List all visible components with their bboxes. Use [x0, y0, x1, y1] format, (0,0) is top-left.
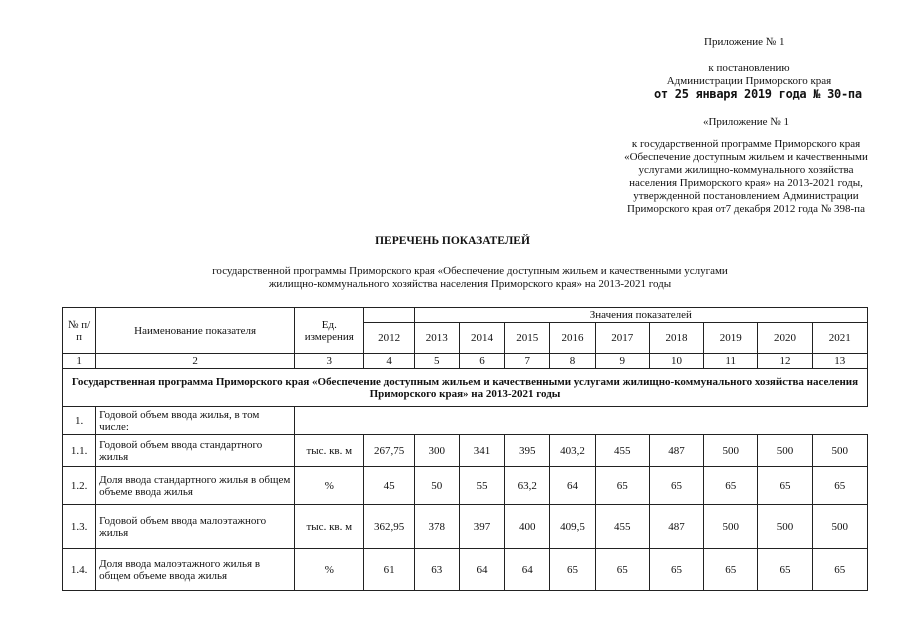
section-title: Государственная программа Приморского края «Обеспечение доступным жильем и качественными услугами жилищно-коммунального хозяйства населения Приморского края» на 2013-2021 годы	[63, 369, 868, 407]
values-header-spacer	[364, 308, 414, 323]
document-title: ПЕРЕЧЕНЬ ПОКАЗАТЕЛЕЙ	[375, 235, 530, 247]
value-cell: 65	[758, 549, 812, 591]
value-cell: 362,95	[364, 505, 414, 549]
value-cell: 65	[595, 467, 649, 505]
value-cell: 64	[459, 549, 504, 591]
program-reference	[611, 116, 881, 216]
values-header: Значения показателей	[414, 308, 867, 323]
unit-cell: тыс. кв. м	[295, 505, 364, 549]
value-cell: 45	[364, 467, 414, 505]
row-number: 1.2.	[63, 467, 96, 505]
col-number: 13	[812, 354, 867, 369]
value-cell: 300	[414, 435, 459, 467]
subtitle-line: жилищно-коммунального хозяйства населения Приморского края» на 2013-2021 годы	[268, 278, 672, 290]
col-number: 2	[96, 354, 295, 369]
value-cell: 65	[704, 467, 758, 505]
value-cell: 409,5	[550, 505, 595, 549]
value-cell: 64	[505, 549, 550, 591]
value-cell: 64	[550, 467, 595, 505]
value-cell: 500	[704, 505, 758, 549]
col-name-header: Наименование показателя	[96, 308, 295, 354]
col-number: 1	[63, 354, 96, 369]
row-number: 1.1.	[63, 435, 96, 467]
subtitle-line: государственной программы Приморского края «Обеспечение доступным жильем и качественными услугами	[212, 265, 728, 277]
year-cell: 2021	[812, 323, 867, 354]
value-cell: 378	[414, 505, 459, 549]
row-number: 1.3.	[63, 505, 96, 549]
value-cell: 65	[704, 549, 758, 591]
indicator-name: Годовой объем ввода малоэтажного жилья	[96, 505, 295, 549]
indicators-table	[62, 307, 868, 591]
value-cell: 395	[505, 435, 550, 467]
value-cell: 55	[459, 467, 504, 505]
col-unit-header: Ед. измерения	[295, 308, 364, 354]
col-number: 7	[505, 354, 550, 369]
value-cell: 65	[595, 549, 649, 591]
col-number: 9	[595, 354, 649, 369]
value-cell: 63	[414, 549, 459, 591]
value-cell: 65	[812, 549, 867, 591]
program-line: утвержденной постановлением Администрации	[633, 190, 859, 202]
program-line: населения Приморского края» на 2013-2021 годы,	[629, 177, 863, 189]
value-cell: 50	[414, 467, 459, 505]
col-number: 12	[758, 354, 812, 369]
program-line: к государственной программе Приморского края	[631, 138, 861, 150]
value-cell: 403,2	[550, 435, 595, 467]
col-number: 8	[550, 354, 595, 369]
unit-cell: %	[295, 467, 364, 505]
value-cell: 487	[649, 435, 703, 467]
col-no-header: № п/п	[63, 308, 96, 354]
indicator-name: Доля ввода малоэтажного жилья в общем объеме ввода жилья	[96, 549, 295, 591]
col-number: 5	[414, 354, 459, 369]
col-number: 10	[649, 354, 703, 369]
indicator-name: Годовой объем ввода жилья, в том числе:	[96, 407, 295, 435]
program-line: услугами жилищно-коммунального хозяйства	[638, 164, 854, 176]
unit-cell: тыс. кв. м	[295, 435, 364, 467]
value-cell: 63,2	[505, 467, 550, 505]
table-row	[63, 435, 868, 467]
value-cell: 65	[758, 467, 812, 505]
row-number: 1.	[63, 407, 96, 435]
value-cell: 65	[649, 467, 703, 505]
program-line: Приморского края от7 декабря 2012 года № 398-па	[627, 203, 865, 215]
col-number: 3	[295, 354, 364, 369]
empty-values	[295, 407, 868, 435]
value-cell: 65	[812, 467, 867, 505]
unit-cell: %	[295, 549, 364, 591]
col-number: 6	[459, 354, 504, 369]
value-cell: 400	[505, 505, 550, 549]
administration-label: Администрации Приморского края	[666, 75, 832, 87]
value-cell: 65	[649, 549, 703, 591]
table-row	[63, 467, 868, 505]
indicator-name: Годовой объем ввода стандартного жилья	[96, 435, 295, 467]
value-cell: 61	[364, 549, 414, 591]
value-cell: 487	[649, 505, 703, 549]
year-cell: 2012	[364, 323, 414, 354]
year-cell: 2018	[649, 323, 703, 354]
appendix-header	[654, 36, 862, 101]
col-number: 4	[364, 354, 414, 369]
value-cell: 500	[812, 505, 867, 549]
value-cell: 455	[595, 505, 649, 549]
to-resolution-label: к постановлению	[708, 62, 790, 74]
value-cell: 341	[459, 435, 504, 467]
table-row	[63, 549, 868, 591]
indicator-name: Доля ввода стандартного жилья в общем объеме ввода жилья	[96, 467, 295, 505]
appendix-quoted-label: «Приложение № 1	[702, 116, 790, 128]
year-cell: 2013	[414, 323, 459, 354]
year-cell: 2014	[459, 323, 504, 354]
year-cell: 2020	[758, 323, 812, 354]
appendix-label: Приложение № 1	[704, 36, 785, 48]
value-cell: 455	[595, 435, 649, 467]
row-number: 1.4.	[63, 549, 96, 591]
table-row	[63, 407, 868, 435]
value-cell: 65	[550, 549, 595, 591]
col-number: 11	[704, 354, 758, 369]
year-cell: 2017	[595, 323, 649, 354]
value-cell: 267,75	[364, 435, 414, 467]
value-cell: 500	[758, 505, 812, 549]
year-cell: 2019	[704, 323, 758, 354]
value-cell: 500	[758, 435, 812, 467]
value-cell: 500	[704, 435, 758, 467]
column-numbers-row	[63, 354, 868, 369]
value-cell: 397	[459, 505, 504, 549]
resolution-date-stamp: от 25 января 2019 года № 30-па	[654, 87, 862, 101]
year-cell: 2016	[550, 323, 595, 354]
program-line: «Обеспечение доступным жильем и качественными	[624, 151, 868, 163]
value-cell: 500	[812, 435, 867, 467]
year-cell: 2015	[505, 323, 550, 354]
document-subtitle	[150, 265, 790, 291]
table-row	[63, 505, 868, 549]
